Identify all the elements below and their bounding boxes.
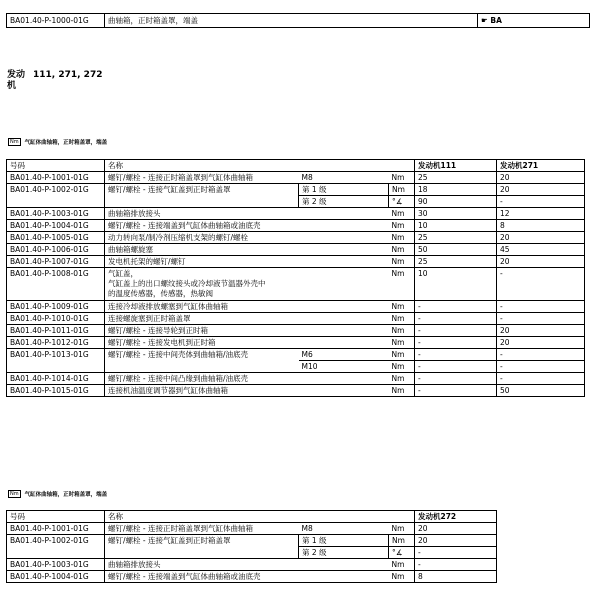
row-code: BA01.40-P-1002-01G bbox=[7, 535, 105, 547]
row-unit: Nm bbox=[389, 232, 415, 244]
row-unit: Nm bbox=[389, 523, 415, 535]
row-value-v111: - bbox=[415, 385, 497, 397]
table-row bbox=[7, 373, 585, 385]
row-name: 连接螺旋塞到正时箱盖罩 bbox=[105, 313, 299, 325]
row-value-v271: - bbox=[497, 301, 585, 313]
row-code: BA01.40-P-1003-01G bbox=[7, 559, 105, 571]
row-name: 螺钉/螺栓 - 连接正时箱盖罩到气缸体曲轴箱 bbox=[105, 523, 299, 535]
table-row bbox=[7, 301, 585, 313]
section2-title bbox=[8, 490, 107, 498]
row-value-v111: 25 bbox=[415, 232, 497, 244]
row-spec: M8 bbox=[299, 523, 389, 535]
column-header-code: 号码 bbox=[7, 511, 105, 523]
row-name bbox=[105, 268, 299, 301]
row-value-v111: - bbox=[415, 373, 497, 385]
row-spec: M10 bbox=[299, 361, 389, 373]
row-value-v271: 45 bbox=[497, 244, 585, 256]
row-unit: Nm bbox=[389, 571, 415, 583]
row-unit: Nm bbox=[389, 559, 415, 571]
row-code: BA01.40-P-1009-01G bbox=[7, 301, 105, 313]
row-unit: Nm bbox=[389, 361, 415, 373]
row-name: 螺钉/螺栓 - 连接中间凸缘到曲轴箱/油底壳 bbox=[105, 373, 299, 385]
row-name bbox=[105, 547, 299, 559]
row-unit: Nm bbox=[389, 301, 415, 313]
row-spec bbox=[299, 373, 389, 385]
row-value-v272: 20 bbox=[415, 535, 497, 547]
engine-title bbox=[7, 70, 102, 92]
torque-icon: Nm bbox=[10, 139, 19, 145]
row-unit: Nm bbox=[389, 256, 415, 268]
table-row bbox=[7, 256, 585, 268]
header-reference[interactable] bbox=[478, 14, 589, 27]
table-row bbox=[7, 232, 585, 244]
row-name: 螺钉/螺栓 - 连接端盖到气缸体曲轴箱或油底壳 bbox=[105, 220, 299, 232]
row-name: 螺钉/螺栓 - 连接正时箱盖罩到气缸体曲轴箱 bbox=[105, 172, 299, 184]
row-value-v111: - bbox=[415, 325, 497, 337]
table-row bbox=[7, 313, 585, 325]
row-code: BA01.40-P-1012-01G bbox=[7, 337, 105, 349]
row-value-v111: 90 bbox=[415, 196, 497, 208]
row-value-v271: - bbox=[497, 361, 585, 373]
row-name: 连接冷却液排放螺塞到气缸体曲轴箱 bbox=[105, 301, 299, 313]
row-unit: Nm bbox=[389, 172, 415, 184]
row-value-v111: 18 bbox=[415, 184, 497, 196]
table-header-row bbox=[7, 160, 585, 172]
header-ref-label: BA bbox=[490, 16, 502, 25]
row-name-line: 气缸盖， bbox=[108, 269, 138, 278]
table-row bbox=[7, 571, 497, 583]
row-unit: Nm bbox=[389, 268, 415, 301]
column-header-code: 号码 bbox=[7, 160, 105, 172]
row-code: BA01.40-P-1011-01G bbox=[7, 325, 105, 337]
row-value-v271: - bbox=[497, 196, 585, 208]
row-code bbox=[7, 361, 105, 373]
engine-label: 发动 bbox=[7, 70, 26, 80]
column-header-name: 名称 bbox=[105, 511, 415, 523]
row-name: 螺钉/螺栓 - 连接端盖到气缸体曲轴箱或油底壳 bbox=[105, 571, 299, 583]
table-row bbox=[7, 535, 497, 547]
column-header-name: 名称 bbox=[105, 160, 415, 172]
row-value-v272: 8 bbox=[415, 571, 497, 583]
row-value-v272: 20 bbox=[415, 523, 497, 535]
row-value-v111: - bbox=[415, 361, 497, 373]
row-code: BA01.40-P-1005-01G bbox=[7, 232, 105, 244]
row-spec bbox=[299, 301, 389, 313]
row-value-v271: - bbox=[497, 268, 585, 301]
row-value-v271: 20 bbox=[497, 232, 585, 244]
row-value-v271: - bbox=[497, 373, 585, 385]
row-value-v111: 50 bbox=[415, 244, 497, 256]
row-value-v271: - bbox=[497, 313, 585, 325]
row-name bbox=[105, 196, 299, 208]
row-value-v271: 20 bbox=[497, 337, 585, 349]
table-row bbox=[7, 385, 585, 397]
row-name-line: 的温度传感器，传感器，热敏阀 bbox=[108, 289, 213, 298]
row-unit: °∡ bbox=[389, 547, 415, 559]
table-row bbox=[7, 349, 585, 361]
row-code: BA01.40-P-1001-01G bbox=[7, 172, 105, 184]
table-row bbox=[7, 559, 497, 571]
table-row bbox=[7, 196, 585, 208]
row-value-v111: - bbox=[415, 337, 497, 349]
section2-title-text: 气缸体曲轴箱，正时箱盖罩，端盖 bbox=[24, 492, 108, 498]
row-name: 动力转向泵/制冷剂压缩机支架的螺钉/螺栓 bbox=[105, 232, 299, 244]
row-unit: Nm bbox=[389, 373, 415, 385]
row-spec bbox=[299, 313, 389, 325]
row-spec bbox=[299, 559, 389, 571]
row-code: BA01.40-P-1007-01G bbox=[7, 256, 105, 268]
row-code: BA01.40-P-1003-01G bbox=[7, 208, 105, 220]
row-name: 螺钉/螺栓 - 连接导轮到正时箱 bbox=[105, 325, 299, 337]
row-code bbox=[7, 547, 105, 559]
row-spec: 第 2 级 bbox=[299, 547, 389, 559]
row-unit: Nm bbox=[389, 208, 415, 220]
row-code: BA01.40-P-1010-01G bbox=[7, 313, 105, 325]
table-row bbox=[7, 208, 585, 220]
row-value-v271: 20 bbox=[497, 172, 585, 184]
section1-title-text: 气缸体曲轴箱，正时箱盖罩，端盖 bbox=[24, 140, 108, 146]
table-row bbox=[7, 184, 585, 196]
row-unit: Nm bbox=[389, 535, 415, 547]
row-value-v271: - bbox=[497, 349, 585, 361]
row-value-v271: 20 bbox=[497, 325, 585, 337]
row-spec: 第 2 级 bbox=[299, 196, 389, 208]
row-spec bbox=[299, 268, 389, 301]
row-unit: Nm bbox=[389, 349, 415, 361]
row-code: BA01.40-P-1013-01G bbox=[7, 349, 105, 361]
row-value-v271: 8 bbox=[497, 220, 585, 232]
table-row bbox=[7, 268, 585, 301]
row-spec bbox=[299, 220, 389, 232]
table-row bbox=[7, 361, 585, 373]
row-name: 螺钉/螺栓 - 连接气缸盖到正时箱盖罩 bbox=[105, 535, 299, 547]
engine-label-line2: 机 bbox=[7, 81, 17, 91]
column-header-e271: 发动机271 bbox=[497, 160, 585, 172]
row-name: 发电机托架的螺钉/螺钉 bbox=[105, 256, 299, 268]
torque-icon: Nm bbox=[10, 491, 19, 497]
row-name: 螺钉/螺栓 - 连接中间壳体到曲轴箱/油底壳 bbox=[105, 349, 299, 361]
row-spec: M8 bbox=[299, 172, 389, 184]
row-value-v111: - bbox=[415, 313, 497, 325]
row-value-v271: 20 bbox=[497, 184, 585, 196]
row-value-v111: 25 bbox=[415, 256, 497, 268]
row-name: 曲轴箱排放接头 bbox=[105, 208, 299, 220]
row-unit: Nm bbox=[389, 244, 415, 256]
row-name: 螺钉/螺栓 - 连接发电机到正时箱 bbox=[105, 337, 299, 349]
row-value-v272: - bbox=[415, 559, 497, 571]
row-code: BA01.40-P-1015-01G bbox=[7, 385, 105, 397]
table-row bbox=[7, 547, 497, 559]
row-spec bbox=[299, 256, 389, 268]
header-code: BA01.40-P-1000-01G bbox=[7, 14, 105, 27]
row-value-v111: - bbox=[415, 301, 497, 313]
row-spec bbox=[299, 208, 389, 220]
row-value-v111: 10 bbox=[415, 268, 497, 301]
row-spec bbox=[299, 232, 389, 244]
table-row bbox=[7, 220, 585, 232]
row-unit: Nm bbox=[389, 385, 415, 397]
table-header-row bbox=[7, 511, 497, 523]
header-description: 曲轴箱，正时箱盖罩，端盖 bbox=[105, 14, 478, 27]
row-value-v111: 10 bbox=[415, 220, 497, 232]
row-unit: Nm bbox=[389, 220, 415, 232]
row-unit: Nm bbox=[389, 184, 415, 196]
row-spec bbox=[299, 244, 389, 256]
torque-table-111-271 bbox=[6, 159, 585, 397]
row-unit: °∡ bbox=[389, 196, 415, 208]
row-code: BA01.40-P-1002-01G bbox=[7, 184, 105, 196]
row-name-line: 气缸盖上的出口螺纹接头或冷却液节温器外壳中 bbox=[108, 279, 266, 288]
row-value-v271: 20 bbox=[497, 256, 585, 268]
table-row bbox=[7, 244, 585, 256]
row-unit: Nm bbox=[389, 313, 415, 325]
torque-table-272 bbox=[6, 510, 497, 583]
row-code: BA01.40-P-1014-01G bbox=[7, 373, 105, 385]
row-name: 曲轴箱排放接头 bbox=[105, 559, 299, 571]
section1-title bbox=[8, 138, 107, 146]
row-spec: 第 1 级 bbox=[299, 535, 389, 547]
row-name: 曲轴箱螺旋塞 bbox=[105, 244, 299, 256]
engine-models: 111, 271, 272 bbox=[33, 70, 103, 80]
book-icon: ☛ bbox=[481, 16, 488, 25]
row-code: BA01.40-P-1001-01G bbox=[7, 523, 105, 535]
row-code bbox=[7, 196, 105, 208]
row-code: BA01.40-P-1008-01G bbox=[7, 268, 105, 301]
row-code: BA01.40-P-1004-01G bbox=[7, 220, 105, 232]
row-name: 连接机油温度调节器到气缸体曲轴箱 bbox=[105, 385, 299, 397]
row-value-v271: 12 bbox=[497, 208, 585, 220]
row-spec bbox=[299, 337, 389, 349]
row-name bbox=[105, 361, 299, 373]
table-row bbox=[7, 337, 585, 349]
column-header-e111: 发动机111 bbox=[415, 160, 497, 172]
row-value-v271: 50 bbox=[497, 385, 585, 397]
row-spec bbox=[299, 385, 389, 397]
column-header-e272: 发动机272 bbox=[415, 511, 497, 523]
table-row bbox=[7, 325, 585, 337]
row-value-v111: - bbox=[415, 349, 497, 361]
row-code: BA01.40-P-1006-01G bbox=[7, 244, 105, 256]
row-spec: 第 1 级 bbox=[299, 184, 389, 196]
document-header bbox=[6, 13, 590, 28]
row-unit: Nm bbox=[389, 337, 415, 349]
row-value-v111: 30 bbox=[415, 208, 497, 220]
row-value-v111: 25 bbox=[415, 172, 497, 184]
row-code: BA01.40-P-1004-01G bbox=[7, 571, 105, 583]
row-unit: Nm bbox=[389, 325, 415, 337]
table-row bbox=[7, 523, 497, 535]
row-spec: M6 bbox=[299, 349, 389, 361]
row-name: 螺钉/螺栓 - 连接气缸盖到正时箱盖罩 bbox=[105, 184, 299, 196]
table-row bbox=[7, 172, 585, 184]
row-value-v272: - bbox=[415, 547, 497, 559]
row-spec bbox=[299, 571, 389, 583]
row-spec bbox=[299, 325, 389, 337]
